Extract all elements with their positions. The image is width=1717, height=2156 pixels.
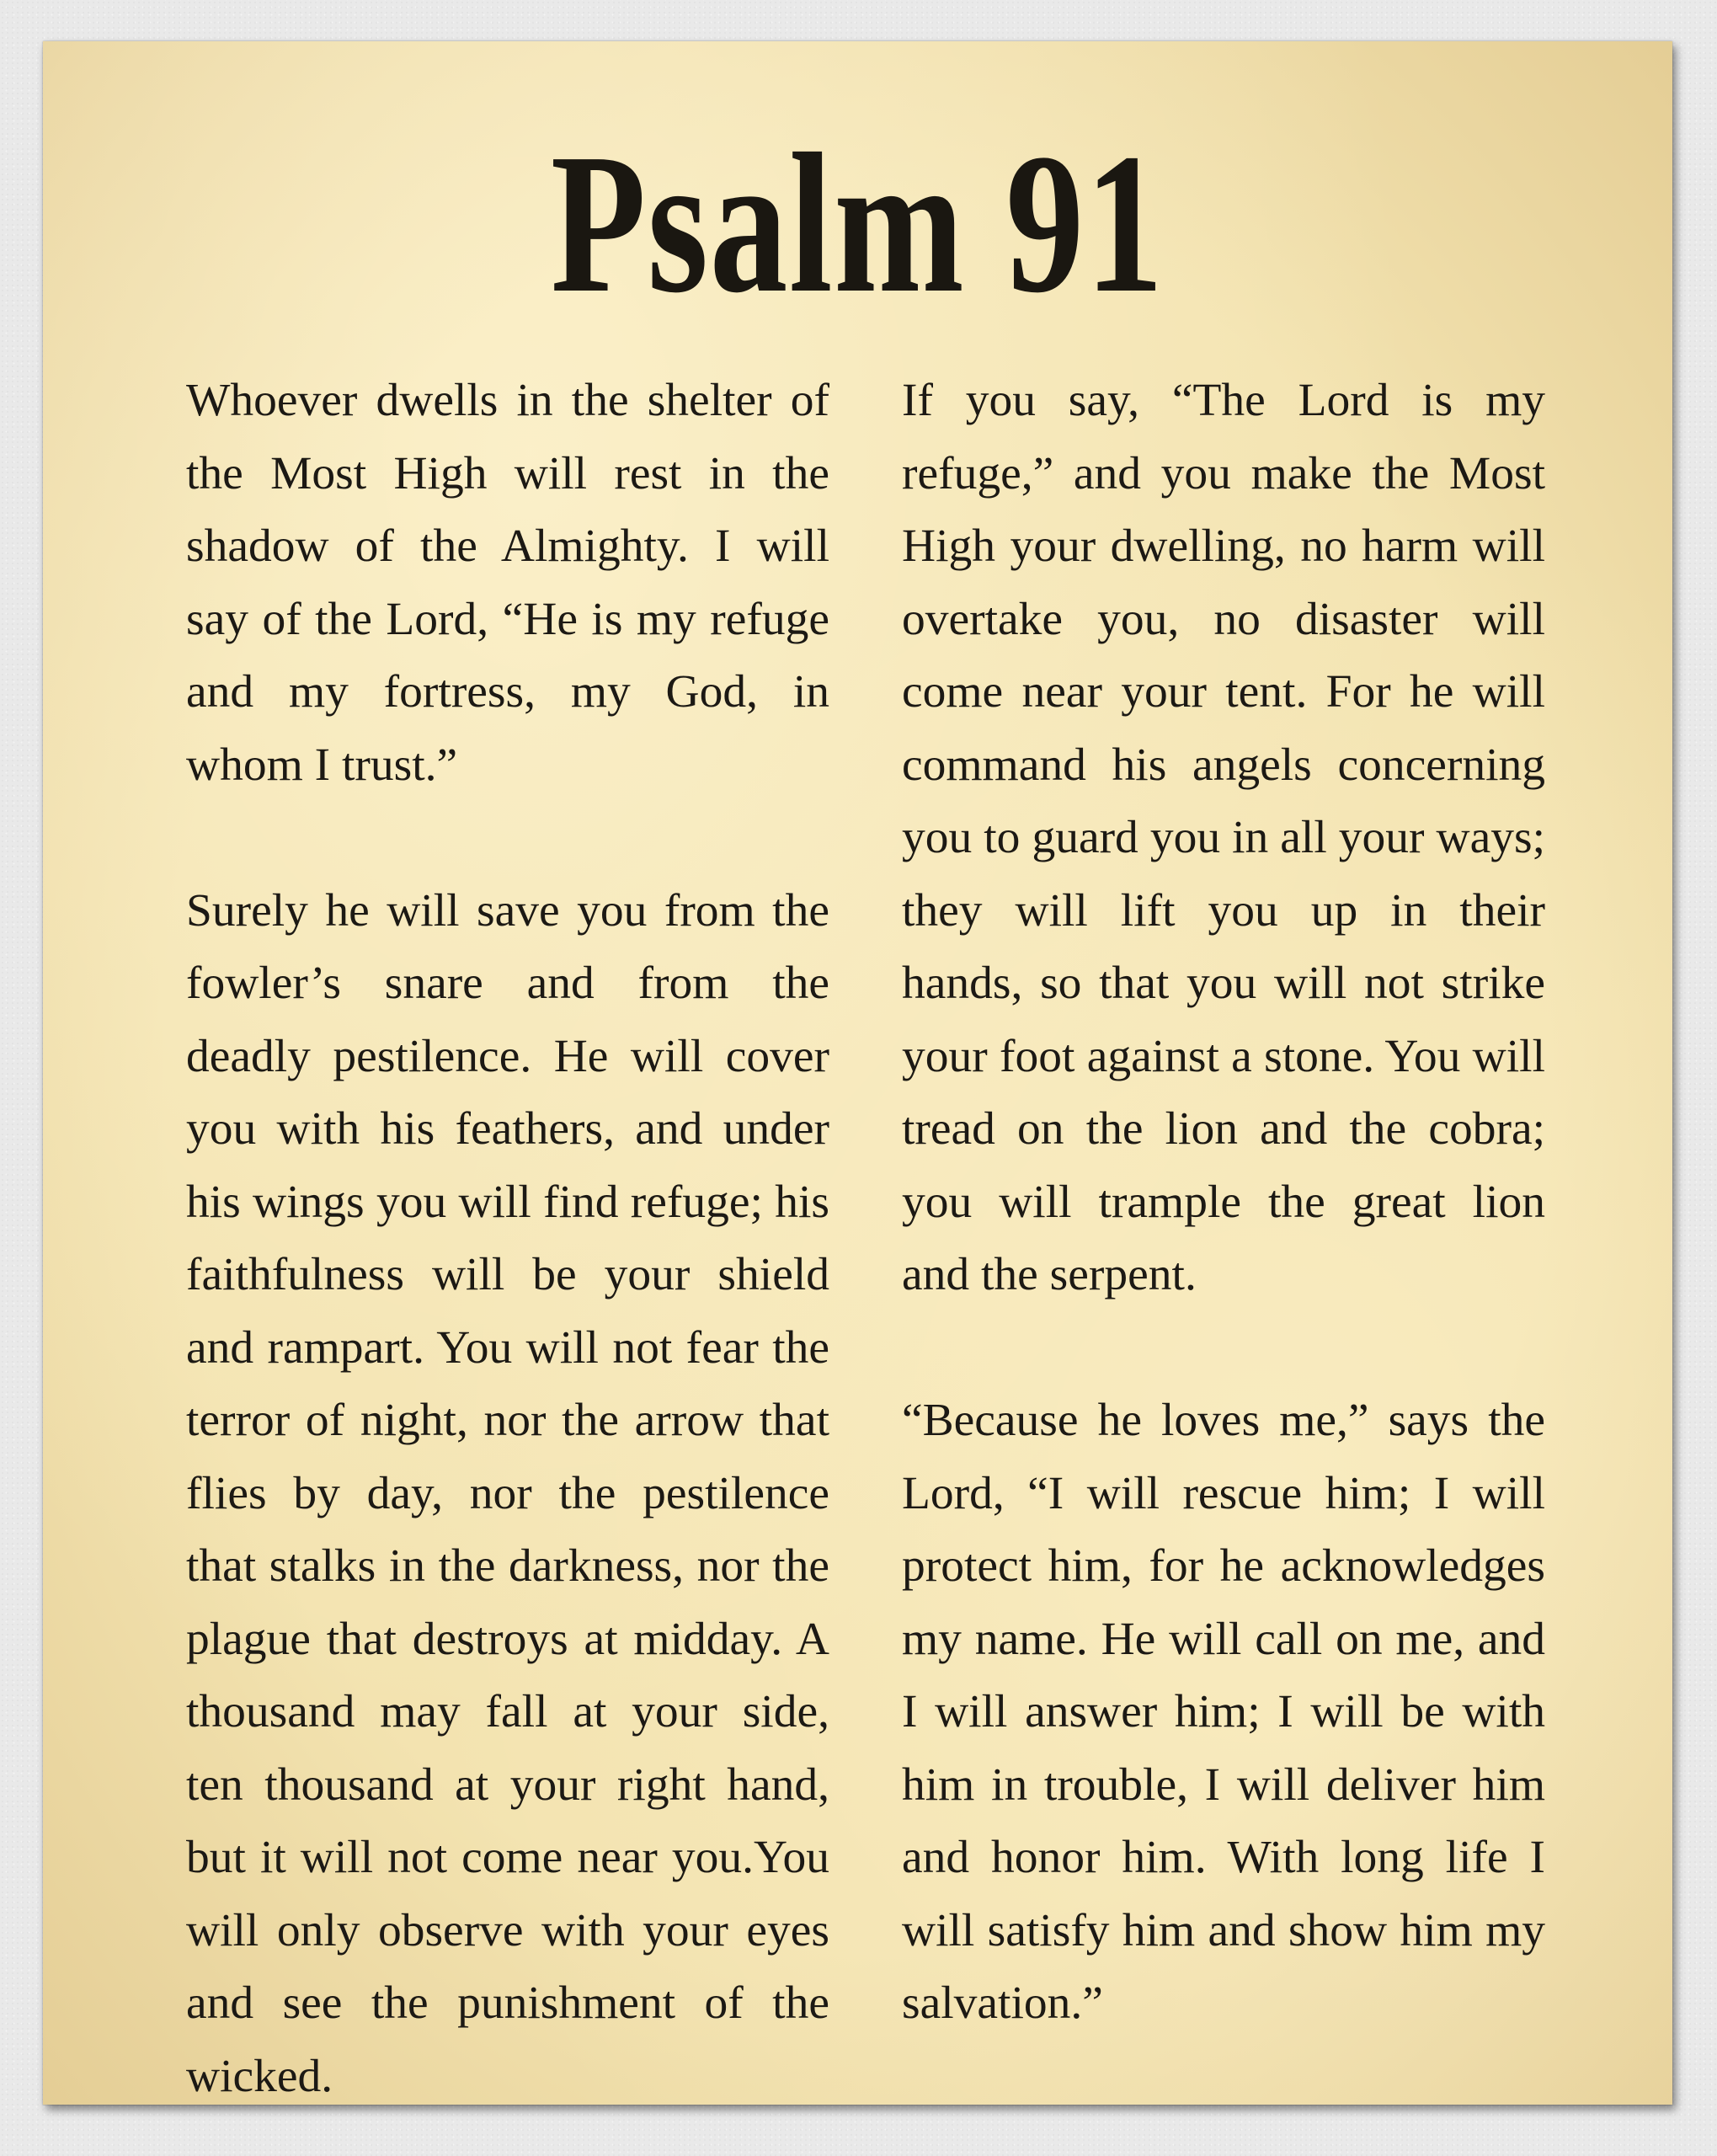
page-title: Psalm 91 — [550, 113, 1165, 334]
right-column — [902, 365, 1545, 2041]
verse-paragraph-2: Surely he will save you from the fowler’s snare and from the deadly pestilence. He will cover you with his feathers, and under his wings you will find refuge; his faithfulness will be your shield and rampart. You will not fear the terror of night, nor the arrow that flies by day, nor the pestilence that stalks in the darkness, nor the plague that destroys at midday. A thousand may fall at your side, ten thousand at your right hand, but it will not come near you.You will only observe with your eyes and see the punishment of the wicked. — [186, 884, 829, 2102]
verse-paragraph-1: Whoever dwells in the shelter of the Most High will rest in the shadow of the Almighty. I will say of the Lord, “He is my refuge and my fortress, my God, in whom I trust.” — [186, 375, 829, 791]
left-column — [186, 365, 829, 2113]
verse-paragraph-3: If you say, “The Lord is my refuge,” and you make the Most High your dwelling, no harm will overtake you, no disaster will come near your tent. For he will command his angels concerning you to guard you in all your ways; they will lift you up in their hands, so that you will not strike your foot against a stone. You will tread on the lion and the cobra; you will trample the great lion and the serpent. — [902, 375, 1545, 1300]
verse-paragraph-4: “Because he loves me,” says the Lord, “I will rescue him; I will protect him, for he acknowledges my name. He will call on me, and I will answer him; I will be with him in trouble, I will deliver him and honor him. With long life I will satisfy him and show him my salvation.” — [902, 1395, 1545, 2029]
parchment-print — [43, 41, 1672, 2105]
